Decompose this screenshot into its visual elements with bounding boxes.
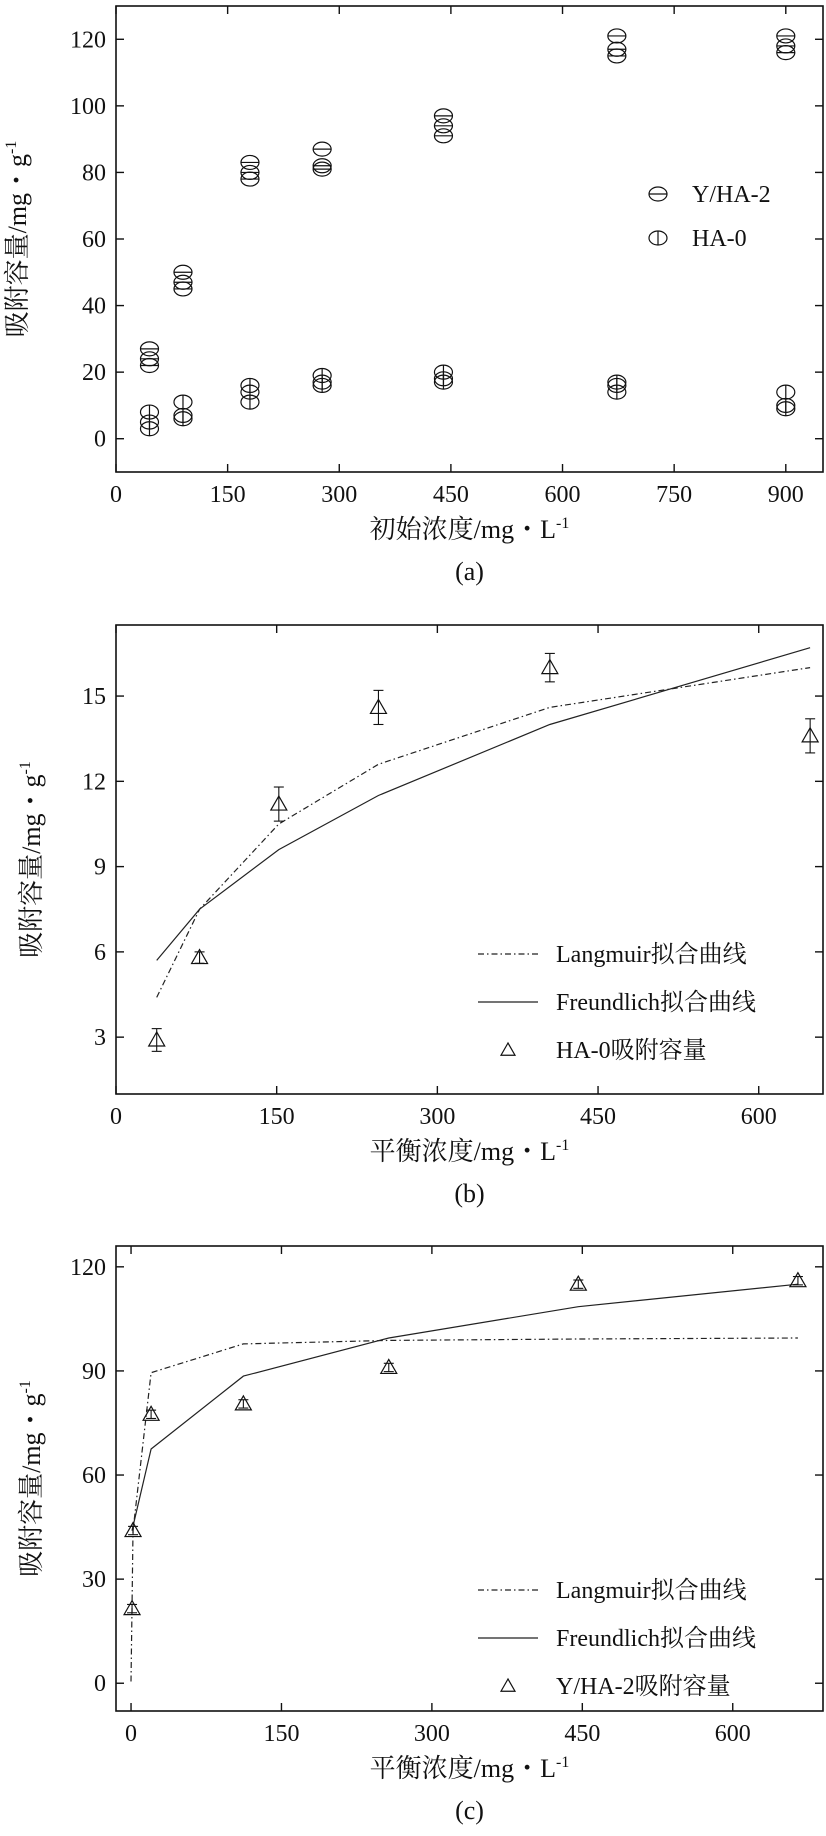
y-tick-label: 30 (82, 1567, 106, 1594)
y-tick-label: 120 (70, 1254, 106, 1281)
legend-label: Langmuir拟合曲线 (556, 942, 747, 968)
x-tick-label: 600 (714, 1721, 751, 1747)
x-tick-label: 300 (419, 1104, 456, 1130)
y-axis-label: 吸附容量/mg・$g^{-1}$ (17, 1380, 46, 1577)
legend-label: Freundlich拟合曲线 (556, 990, 756, 1016)
y-tick-label: 3 (94, 1025, 106, 1052)
y-tick-label: 90 (82, 1358, 106, 1385)
legend-label: HA-0吸附容量 (556, 1038, 707, 1064)
y-tick-label: 6 (94, 939, 106, 966)
y-axis-label: 吸附容量/mg・$g^{-1}$ (17, 761, 46, 958)
y-tick-label: 9 (94, 854, 106, 881)
series-line (132, 1284, 798, 1530)
legend-marker (501, 1679, 515, 1691)
x-axis-label: 平衡浓度/mg・$L^{-1}$ (369, 1137, 570, 1166)
x-tick-label: 150 (209, 482, 246, 508)
x-tick-label: 450 (432, 482, 469, 508)
y-tick-label: 15 (82, 684, 106, 711)
x-tick-label: 450 (564, 1721, 601, 1747)
chart-panel-c (17, 1246, 823, 1825)
x-tick-label: 900 (767, 482, 804, 508)
y-tick-label: 60 (82, 1463, 106, 1490)
y-tick-label: 0 (94, 1671, 106, 1698)
y-tick-label: 120 (70, 27, 106, 54)
y-tick-label: 80 (82, 160, 106, 187)
panel-caption: (c) (455, 1796, 484, 1825)
y-axis-label: 吸附容量/mg・$g^{-1}$ (3, 140, 32, 338)
y-tick-label: 0 (94, 426, 106, 453)
legend-label: HA-0 (692, 226, 747, 252)
y-tick-label: 60 (82, 227, 106, 253)
plot-frame (116, 625, 823, 1094)
x-tick-label: 300 (321, 482, 358, 508)
x-axis-label: 初始浓度/mg・$L^{-1}$ (369, 515, 570, 544)
x-tick-label: 150 (258, 1104, 295, 1130)
panel-caption: (b) (454, 1179, 485, 1208)
x-tick-label: 600 (544, 482, 581, 508)
legend-marker (501, 1043, 515, 1055)
x-tick-label: 600 (740, 1104, 777, 1130)
x-tick-label: 300 (413, 1721, 450, 1747)
legend-label: Y/HA-2吸附容量 (556, 1674, 731, 1700)
x-axis-label: 平衡浓度/mg・$L^{-1}$ (369, 1754, 570, 1783)
chart-panel-b (17, 625, 823, 1208)
y-tick-label: 100 (70, 93, 106, 120)
y-tick-label: 12 (82, 769, 106, 796)
x-tick-label: 150 (263, 1721, 300, 1747)
x-tick-label: 450 (580, 1104, 617, 1130)
x-tick-label: 750 (656, 482, 693, 508)
x-tick-label: 0 (110, 1104, 122, 1130)
legend-label: Freundlich拟合曲线 (556, 1626, 756, 1652)
x-tick-label: 0 (110, 482, 122, 508)
series-line (157, 648, 810, 961)
legend-label: Langmuir拟合曲线 (556, 1578, 747, 1604)
panel-caption: (a) (455, 557, 484, 586)
y-tick-label: 40 (82, 293, 106, 320)
legend-label: Y/HA-2 (692, 182, 771, 208)
y-tick-label: 20 (82, 360, 106, 387)
chart-panel-a (3, 6, 823, 586)
x-tick-label: 0 (125, 1721, 138, 1747)
